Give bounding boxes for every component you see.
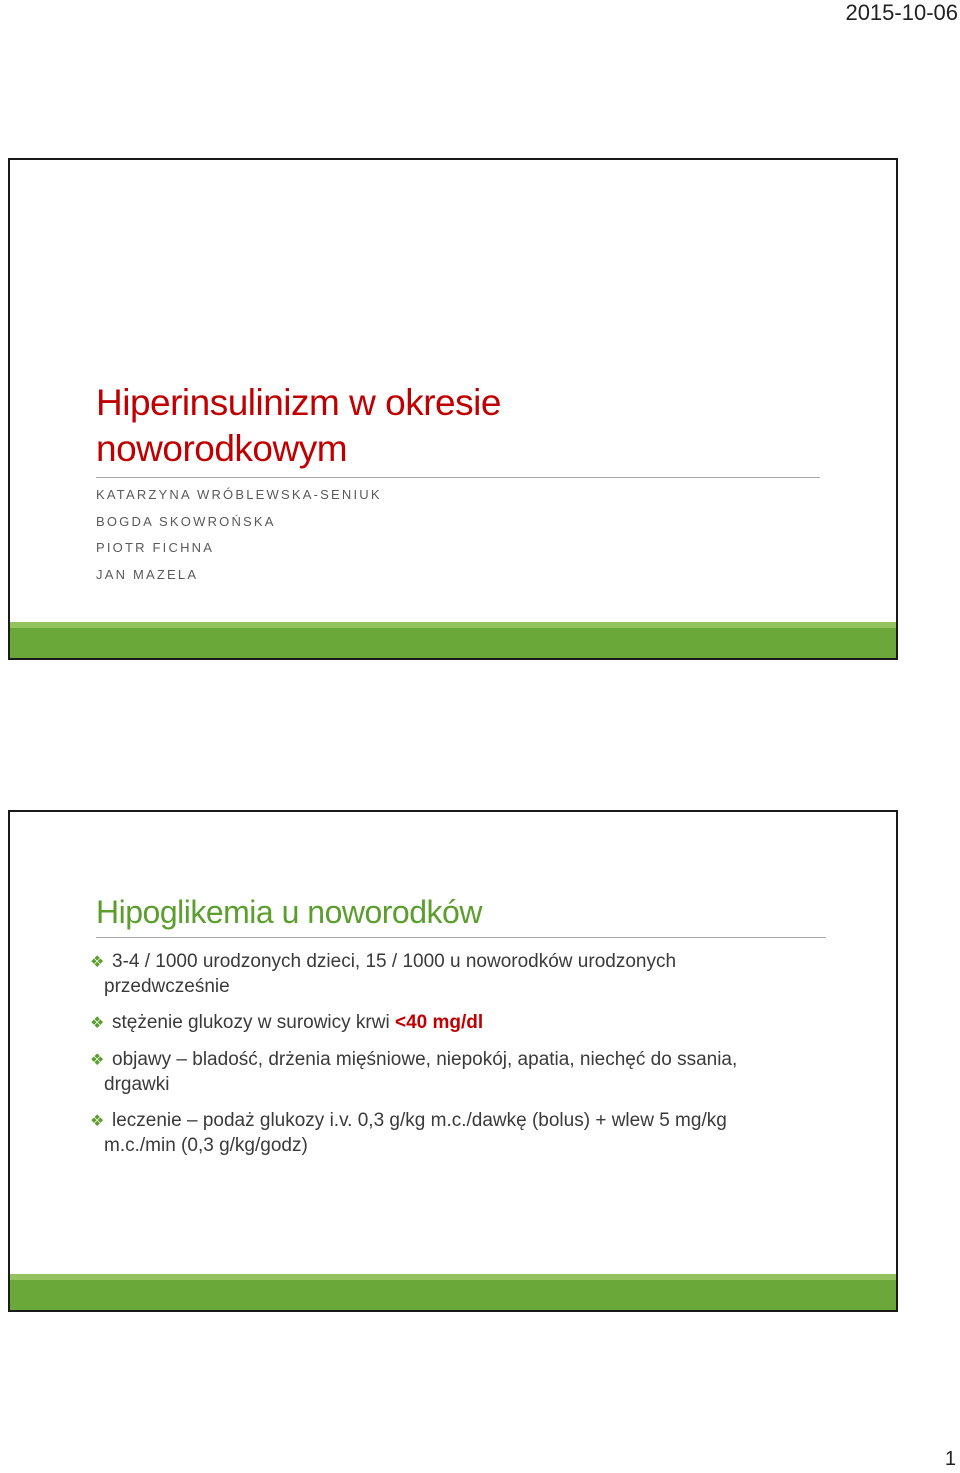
authors-list xyxy=(96,486,382,592)
slide-title xyxy=(8,158,898,660)
slide-footer-bar xyxy=(10,622,896,658)
title-divider xyxy=(96,477,820,478)
bullet-text: 3-4 / 1000 urodzonych dzieci, 15 / 1000 u noworodków urodzonych przedwcześnie xyxy=(104,951,677,997)
title-line-1: Hiperinsulinizm w okresie xyxy=(96,382,501,423)
four-diamond-icon: ❖ xyxy=(90,1113,105,1130)
bullet-text: objawy – bladość, drżenia mięśniowe, niepokój, apatia, niechęć do ssania, drgawki xyxy=(104,1049,738,1095)
bullet-list xyxy=(90,950,790,1170)
author-item: BOGDA SKOWROŃSKA xyxy=(96,513,276,529)
author-item: KATARZYNA WRÓBLEWSKA-SENIUK xyxy=(96,487,382,502)
bullet-item xyxy=(90,1109,790,1158)
slide-footer-bar xyxy=(10,1274,896,1310)
four-diamond-icon: ❖ xyxy=(90,1052,105,1069)
page-date: 2015-10-06 xyxy=(845,0,958,25)
author-item: PIOTR FICHNA xyxy=(96,540,215,555)
bullet-text: leczenie – podaż glukozy i.v. 0,3 g/kg m.c./dawkę (bolus) + wlew 5 mg/kg m.c./min (0,3 g/kg/godz) xyxy=(104,1110,727,1156)
slide-hypoglycemia xyxy=(8,810,898,1312)
bullet-text: stężenie glukozy w surowicy krwi xyxy=(112,1012,395,1033)
bullet-item xyxy=(90,1011,790,1036)
glucose-threshold: <40 mg/dl xyxy=(394,1012,484,1033)
slide-title-heading xyxy=(96,380,501,472)
four-diamond-icon: ❖ xyxy=(90,1015,105,1032)
slide-heading: Hipoglikemia u noworodków xyxy=(96,894,482,930)
four-diamond-icon: ❖ xyxy=(90,954,105,971)
title-line-2: noworodkowym xyxy=(96,428,348,469)
bullet-item xyxy=(90,950,790,999)
heading-divider xyxy=(96,937,826,938)
page-number: 1 xyxy=(944,1448,956,1470)
bullet-item xyxy=(90,1048,790,1097)
author-item: JAN MAZELA xyxy=(96,566,199,582)
